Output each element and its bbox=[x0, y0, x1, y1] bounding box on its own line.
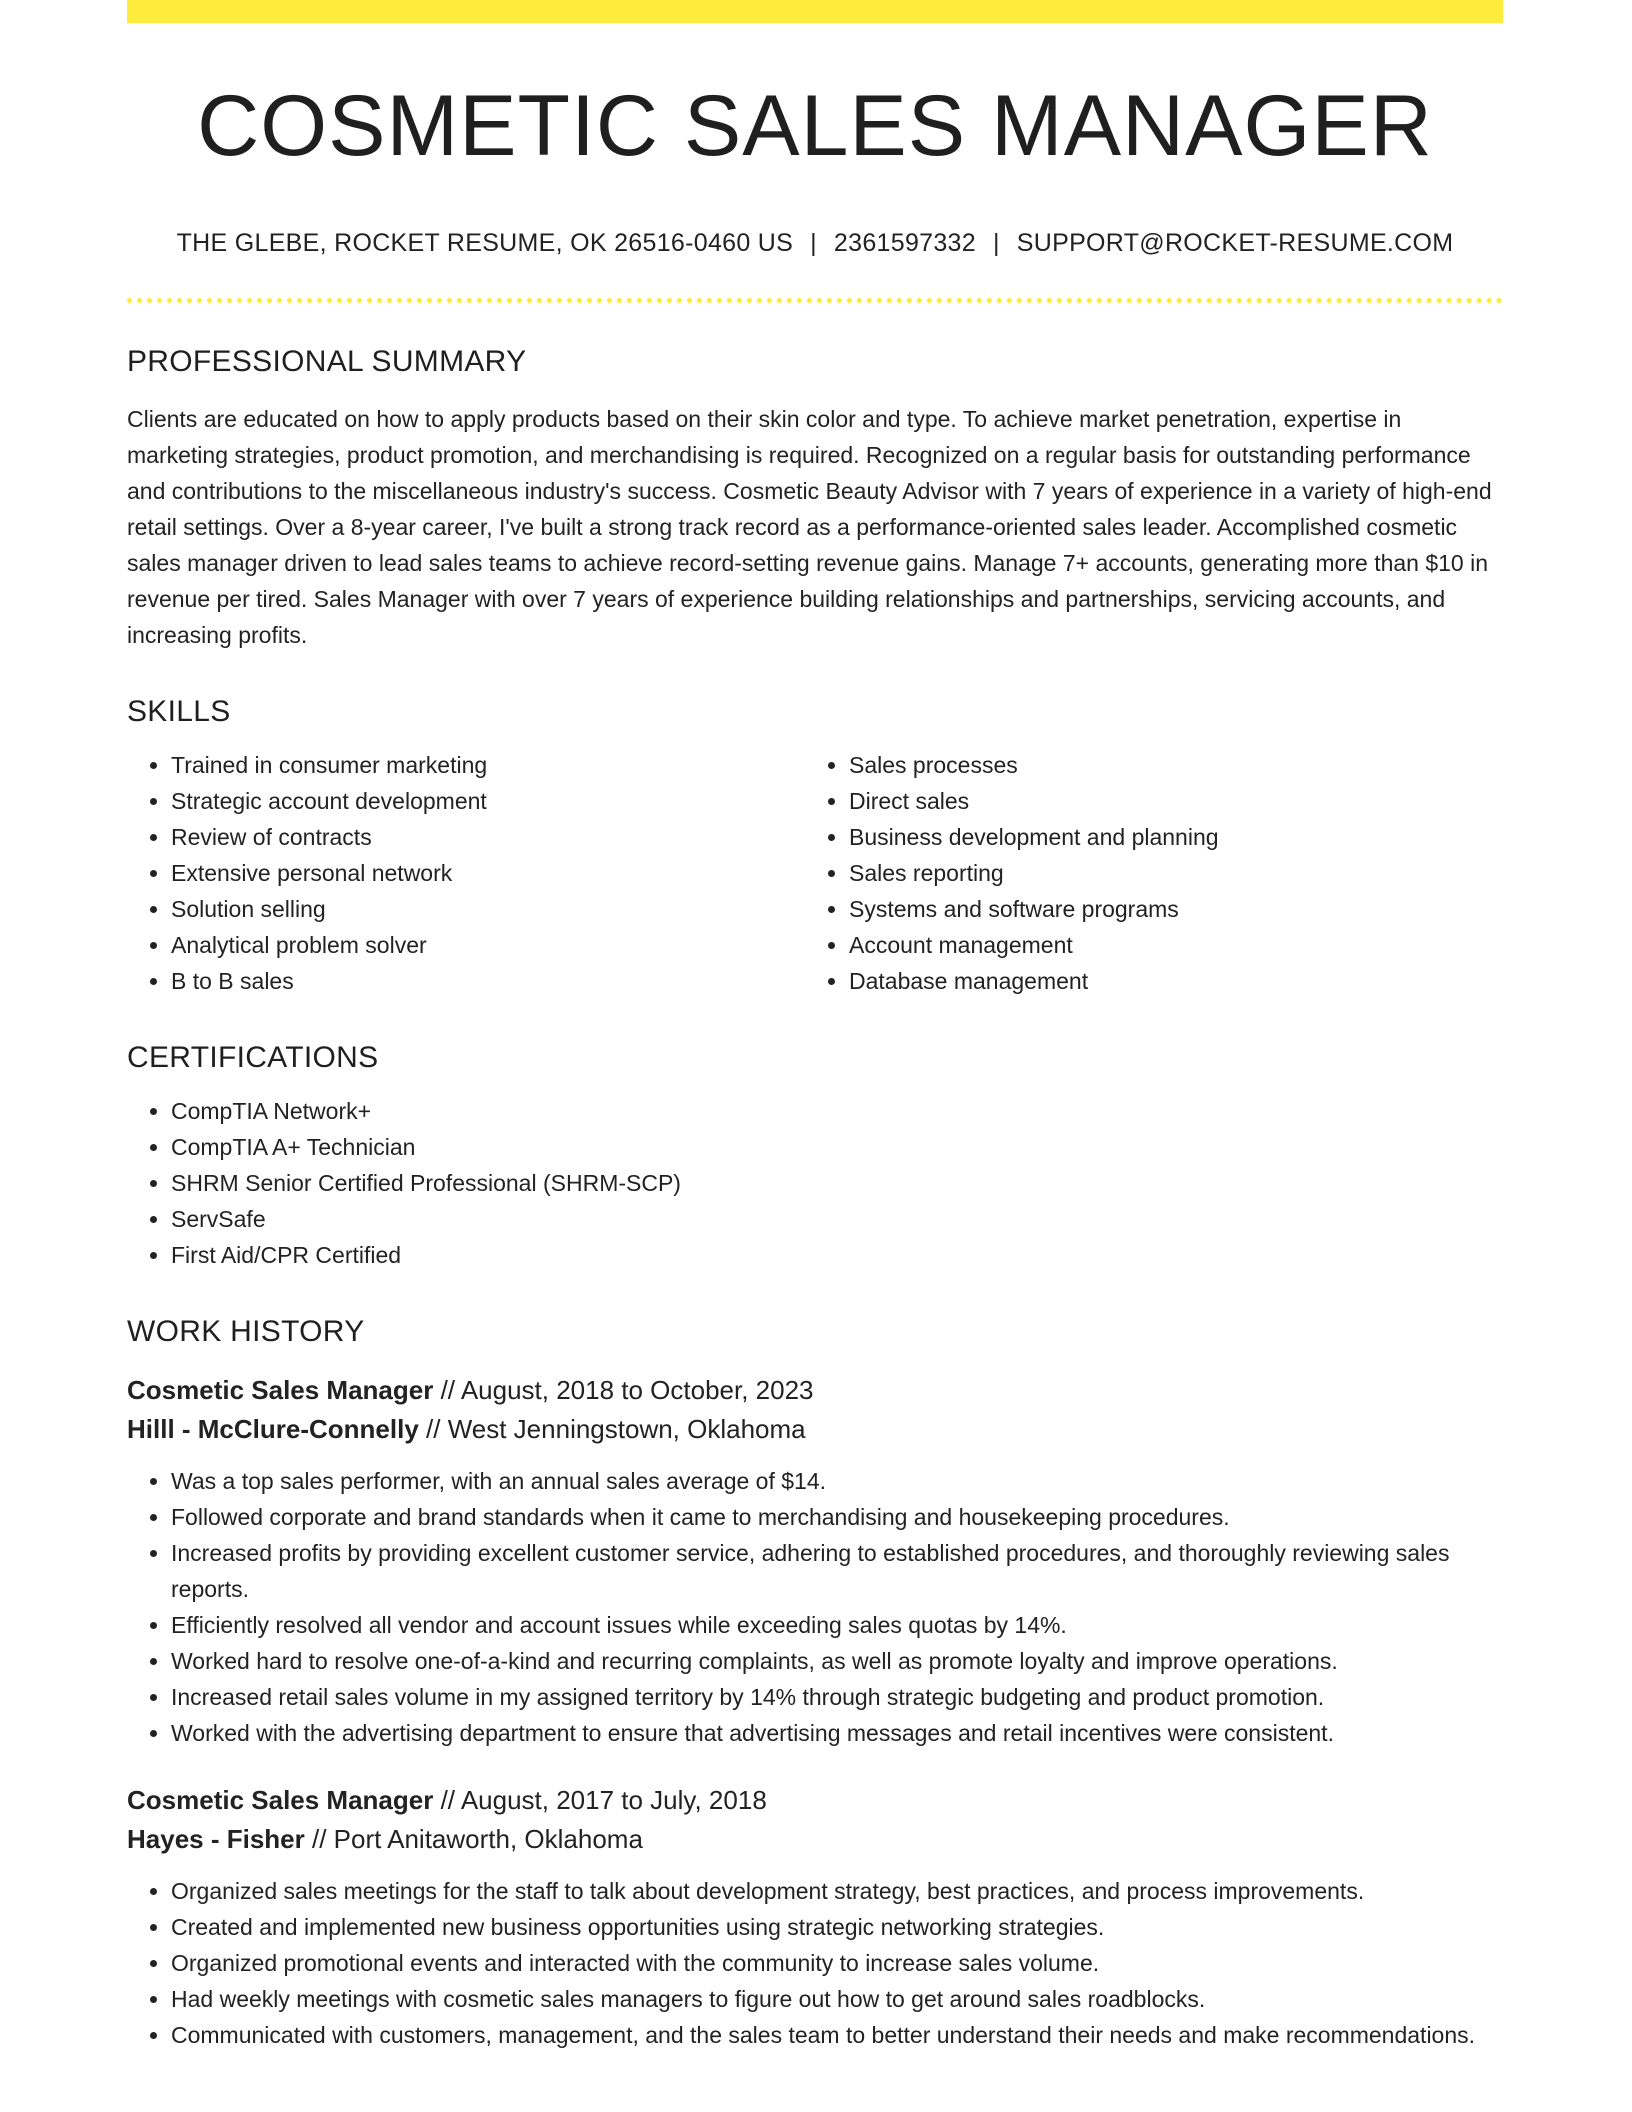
certification-item: • CompTIA A+ Technician bbox=[171, 1129, 1503, 1165]
job-bullets bbox=[127, 1463, 1503, 1751]
job-location: // West Jenningstown, Oklahoma bbox=[418, 1414, 806, 1444]
job-dates: // August, 2017 to July, 2018 bbox=[433, 1785, 767, 1815]
job-bullet: • Followed corporate and brand standards when it came to merchandising and housekeeping procedures. bbox=[171, 1499, 1503, 1535]
job-bullet: • Organized promotional events and interacted with the community to increase sales volume. bbox=[171, 1945, 1503, 1981]
job-bullet: • Efficiently resolved all vendor and account issues while exceeding sales quotas by 14%. bbox=[171, 1607, 1503, 1643]
job-bullets bbox=[127, 1873, 1503, 2053]
skills-list-left bbox=[127, 747, 805, 999]
job-bullet: • Increased retail sales volume in my assigned territory by 14% through strategic budgeting and product promotion. bbox=[171, 1679, 1503, 1715]
skill-item: • Sales reporting bbox=[849, 855, 1483, 891]
skills-list-right bbox=[805, 747, 1483, 999]
job-location: // Port Anitaworth, Oklahoma bbox=[304, 1824, 643, 1854]
job-company: Hayes - Fisher bbox=[127, 1824, 305, 1854]
certifications-list bbox=[127, 1093, 1503, 1273]
job-bullet: • Organized sales meetings for the staff to talk about development strategy, best practices, and process improvements. bbox=[171, 1873, 1503, 1909]
skill-item: • Direct sales bbox=[849, 783, 1483, 819]
skill-item: • Solution selling bbox=[171, 891, 805, 927]
job-role: Cosmetic Sales Manager bbox=[127, 1785, 434, 1815]
skill-item: • B to B sales bbox=[171, 963, 805, 999]
skill-item: • Sales processes bbox=[849, 747, 1483, 783]
job-bullet: • Worked hard to resolve one-of-a-kind and recurring complaints, as well as promote loyalty and improve operations. bbox=[171, 1643, 1503, 1679]
skill-item: • Business development and planning bbox=[849, 819, 1483, 855]
certifications-heading: CERTIFICATIONS bbox=[127, 1041, 379, 1074]
candidate-title: COSMETIC SALES MANAGER bbox=[197, 78, 1433, 174]
contact-address: THE GLEBE, ROCKET RESUME, OK 26516-0460 US bbox=[176, 229, 794, 257]
skills-heading: SKILLS bbox=[127, 695, 231, 728]
job-bullet: • Was a top sales performer, with an annual sales average of $14. bbox=[171, 1463, 1503, 1499]
accent-bar bbox=[127, 0, 1503, 23]
work-history-heading: WORK HISTORY bbox=[127, 1315, 365, 1348]
contact-line bbox=[127, 229, 1503, 258]
job-dates: // August, 2018 to October, 2023 bbox=[433, 1375, 814, 1405]
contact-separator: | bbox=[992, 229, 1000, 257]
skill-item: • Account management bbox=[849, 927, 1483, 963]
skill-item: • Strategic account development bbox=[171, 783, 805, 819]
contact-phone: 2361597332 bbox=[833, 229, 976, 257]
skill-item: • Database management bbox=[849, 963, 1483, 999]
skill-item: • Review of contracts bbox=[171, 819, 805, 855]
job-company-line bbox=[127, 1410, 1503, 1449]
job-company-line bbox=[127, 1820, 1503, 1859]
certification-item: • First Aid/CPR Certified bbox=[171, 1237, 1503, 1273]
certification-item: • SHRM Senior Certified Professional (SHRM-SCP) bbox=[171, 1165, 1503, 1201]
certification-item: • ServSafe bbox=[171, 1201, 1503, 1237]
job-bullet: • Communicated with customers, management, and the sales team to better understand their needs and make recommendations. bbox=[171, 2017, 1503, 2053]
summary-heading: PROFESSIONAL SUMMARY bbox=[127, 345, 527, 378]
job-entry bbox=[127, 1371, 1503, 1751]
skill-item: • Extensive personal network bbox=[171, 855, 805, 891]
job-title-line bbox=[127, 1781, 1503, 1820]
job-title-line bbox=[127, 1371, 1503, 1410]
job-entry bbox=[127, 1781, 1503, 2053]
job-bullet: • Had weekly meetings with cosmetic sales managers to figure out how to get around sales roadblocks. bbox=[171, 1981, 1503, 2017]
skill-item: • Trained in consumer marketing bbox=[171, 747, 805, 783]
job-bullet: • Increased profits by providing excellent customer service, adhering to established procedures, and thoroughly reviewing sales reports. bbox=[171, 1535, 1503, 1607]
job-company: Hilll - McClure-Connelly bbox=[127, 1414, 419, 1444]
resume-page bbox=[127, 0, 1503, 2053]
skills-columns bbox=[127, 747, 1503, 999]
contact-separator: | bbox=[810, 229, 817, 257]
job-bullet: • Created and implemented new business opportunities using strategic networking strategies. bbox=[171, 1909, 1503, 1945]
skill-item: • Analytical problem solver bbox=[171, 927, 805, 963]
skill-item: • Systems and software programs bbox=[849, 891, 1483, 927]
job-bullet: • Worked with the advertising department to ensure that advertising messages and retail incentives were consistent. bbox=[171, 1715, 1503, 1751]
job-role: Cosmetic Sales Manager bbox=[127, 1375, 434, 1405]
summary-text: Clients are educated on how to apply products based on their skin color and type. To achieve market penetration, expertise in marketing strategies, product promotion, and merchandising is required. Recognized on a regular basis for outstanding performance and contributions to the miscellaneous industry's success. Cosmetic Beauty Advisor with 7 years of experience in a variety of high-end retail settings. Over a 8-year career, I've built a strong track record as a performance-oriented sales leader. Accomplished cosmetic sales manager driven to lead sales teams to achieve record-setting revenue gains. Manage 7+ accounts, generating more than $10 in revenue per tired. Sales Manager with over 7 years of experience building relationships and partnerships, servicing accounts, and increasing profits. bbox=[127, 406, 1492, 648]
dotted-divider bbox=[127, 298, 1503, 303]
contact-email: SUPPORT@ROCKET-RESUME.COM bbox=[1016, 229, 1454, 257]
certification-item: • CompTIA Network+ bbox=[171, 1093, 1503, 1129]
